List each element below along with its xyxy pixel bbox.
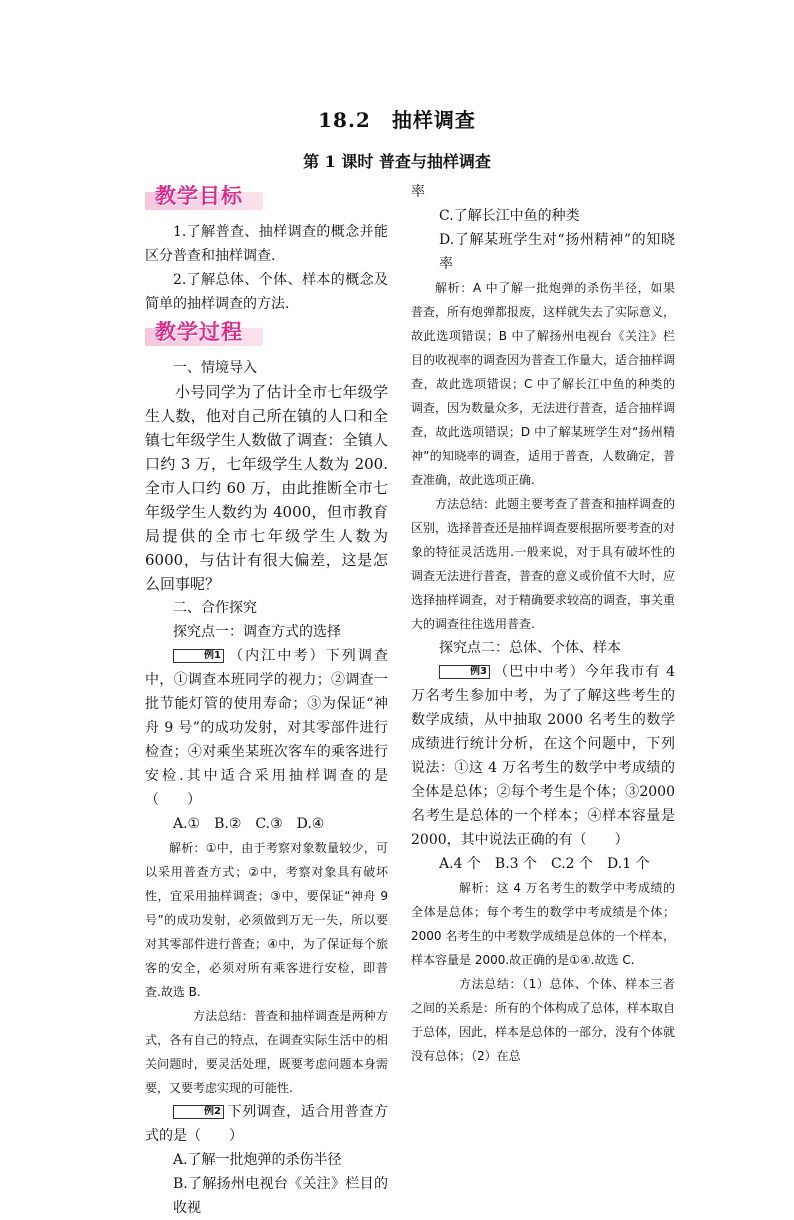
example-tag: 例2 — [173, 1105, 224, 1119]
example-3-options: A.4 个 B.3 个 C.2 个 D.1 个 — [439, 856, 650, 872]
example-3-analysis: 解析：这 4 万名考生的数学中考成绩的全体是总体；每个考生的数学中考成绩是个体；2000 名考生的中考数学成绩是总体的一个样本，样本容量是 2000.故正确的是①④.故选 C. — [411, 881, 675, 967]
teaching-goals-banner — [145, 184, 243, 214]
option-b: B.了解扬州电视台《关注》栏目的收视 — [173, 1176, 388, 1216]
example-3 — [411, 660, 675, 852]
example-tag: 例3 — [439, 665, 490, 679]
banner-label: 教学目标 — [155, 184, 243, 208]
section-title: 18.2 抽样调查 — [318, 108, 476, 132]
section-heading: 一、情境导入 — [173, 360, 257, 376]
goal-2: 2.了解总体、个体、样本的概念及简单的抽样调查的方法. — [145, 272, 388, 312]
example-1-analysis: 解析：①中，由于考察对象数量较少，可以采用普查方式；②中，考察对象具有破坏性，宜采用抽样调查；③中，要保证“神舟 9 号”的成功发射，必须做到万无一失，所以要对其零部件进行普查；④中，为了保证每个旅客的安全，必须对所有乘客进行安检，即普查.故选 B. — [145, 841, 388, 999]
option-c: C.了解长江中鱼的种类 — [439, 208, 580, 224]
option-a: A.了解一批炮弹的杀伤半径 — [173, 1152, 342, 1168]
right-column — [411, 180, 675, 1068]
goal-1: 1.了解普查、抽样调查的概念并能区分普查和抽样调查. — [145, 224, 388, 264]
option-d: D.了解某班学生对“扬州精神”的知晓率 — [439, 232, 675, 272]
example-text: （内江中考）下列调查中，①调查本班同学的视力；②调查一批节能灯管的使用寿命；③为保证“神舟 9 号”的成功发射，对其零部件进行检查；④对乘坐某班次客车的乘客进行安检.其中适合采用抽样调查的是（ ） — [145, 648, 388, 808]
example-3-summary: 方法总结：（1）总体、个体、样本三者之间的关系是：所有的个体构成了总体，样本取自于总体，因此，样本是总体的一部分，没有个体就没有总体；（2）在总 — [411, 977, 676, 1063]
explore-point-heading: 探究点二：总体、个体、样本 — [439, 640, 621, 656]
example-2-analysis: 解析：A 中了解一批炮弹的杀伤半径，如果普查，所有炮弹都报废，这样就失去了实际意义，故此选项错误；B 中了解扬州电视台《关注》栏目的收视率的调查因为普查工作量大，适合抽样调查，故此选项错误；C 中了解长江中鱼的种类的调查，因为数量众多，无法进行普查，适合抽样调查，故此选项错误；D 中了解某班学生对“扬州精神”的知晓率的调查，适用于普查，人数确定，普查准确，故此选项正确. — [411, 281, 676, 487]
example-tag: 例1 — [173, 649, 224, 663]
example-2-summary: 方法总结：此题主要考查了普查和抽样调查的区别，选择普查还是抽样调查要根据所要考查的对象的特征灵活选用.一般来说，对于具有破坏性的调查无法进行普查，普查的意义或价值不大时，应选择抽样调查，对于精确要求较高的调查，事关重大的调查往往选用普查. — [411, 497, 676, 631]
banner-label: 教学过程 — [155, 320, 243, 344]
left-column — [145, 180, 388, 1220]
explore-point-heading: 探究点一：调查方式的选择 — [173, 624, 341, 640]
section-heading: 二、合作探究 — [173, 600, 257, 616]
continued-text: 率 — [411, 184, 425, 200]
lesson-subtitle: 第 1 课时 普查与抽样调查 — [303, 152, 491, 171]
example-2 — [145, 1100, 388, 1148]
example-1-options: A.① B.② C.③ D.④ — [173, 816, 325, 832]
example-text: 下列调查，适合用普查方式的是（ ） — [145, 1104, 388, 1144]
example-1-summary: 方法总结：普查和抽样调查是两种方式，各有自己的特点，在调查实际生活中的相关问题时，要灵活处理，既要考虑问题本身需要，又要考虑实现的可能性. — [145, 1009, 388, 1095]
example-text: （巴中中考）今年我市有 4 万名考生参加中考，为了了解这些考生的数学成绩，从中抽取 2000 名考生的数学成绩进行统计分析，在这个问题中，下列说法：①这 4 万名考生的数学中考成绩的全体是总体；②每个考生是个体；③2000 名考生是总体的一个样本；④样本容量是 2000，其中说法正确的有（ ） — [411, 664, 675, 848]
teaching-process-banner — [145, 320, 243, 350]
intro-paragraph: 小号同学为了估计全市七年级学生人数，他对自己所在镇的人口和全镇七年级学生人数做了调查：全镇人口约 3 万，七年级学生人数为 200.全市人口约 60 万，由此推断全市七年级学生人数约为 4000，但市教育局提供的全市七年级学生人数为 6000，与估计有很大偏差，这是怎么回事呢？ — [145, 383, 388, 593]
example-1 — [145, 644, 388, 812]
